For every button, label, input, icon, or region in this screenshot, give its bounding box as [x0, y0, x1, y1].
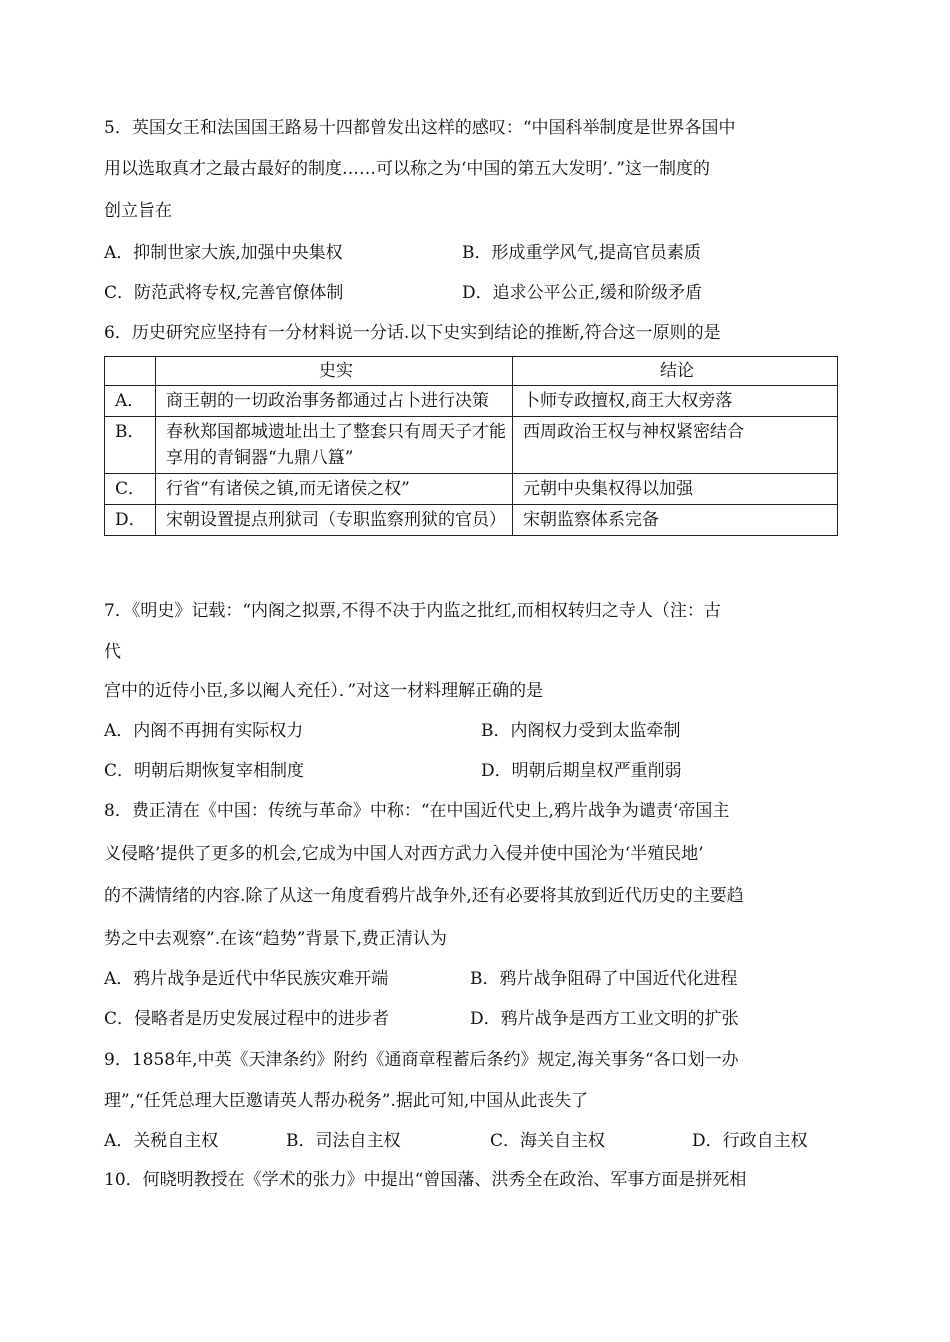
q7-stem-line-2: 代 [104, 642, 121, 662]
row-label: B． [105, 417, 156, 474]
row-conclusion: 宋朝监察体系完备 [513, 505, 838, 536]
q9-option-a: A．关税自主权 [104, 1131, 219, 1151]
q9-stem-line-1: 9．1858年,中英《天津条约》附约《通商章程蓄后条约》规定,海关事务“各口划一办 [104, 1050, 739, 1070]
table-row [105, 505, 838, 536]
q10-stem-line-1: 10．何晓明教授在《学术的张力》中提出“曾国藩、洪秀全在政治、军事方面是拼死相 [104, 1170, 747, 1190]
q7-option-b: B．内阁权力受到太监牵制 [481, 721, 681, 741]
q8-stem-line-3: 的不满情绪的内容.除了从这一角度看鸦片战争外,还有必要将其放到近代历史的主要趋 [104, 886, 744, 906]
q8-option-c: C．侵略者是历史发展过程中的进步者 [104, 1009, 390, 1029]
q9-option-d: D．行政自主权 [692, 1131, 808, 1151]
row-conclusion: 西周政治王权与神权紧密结合 [513, 417, 838, 474]
table-row [105, 417, 838, 474]
q9-option-c: C．海关自主权 [490, 1131, 606, 1151]
q7-option-c: C．明朝后期恢复宰相制度 [104, 761, 305, 781]
q8-stem-line-1: 8．费正清在《中国：传统与革命》中称：“在中国近代史上,鸦片战争为谴责‘帝国主 [104, 801, 730, 821]
q5-option-c: C．防范武将专权,完善官僚体制 [104, 283, 344, 303]
row-conclusion: 卜师专政擅权,商王大权旁落 [513, 386, 838, 417]
table-header-row [105, 357, 838, 386]
row-label: D． [105, 505, 156, 536]
q5-option-d: D．追求公平公正,缓和阶级矛盾 [462, 283, 703, 303]
q5-option-a: A．抑制世家大族,加强中央集权 [104, 243, 343, 263]
q6-stem: 6．历史研究应坚持有一分材料说一分话.以下史实到结论的推断,符合这一原则的是 [104, 323, 721, 343]
table-row [105, 474, 838, 505]
q5-stem-line-3: 创立旨在 [104, 201, 172, 221]
row-fact: 宋朝设置提点刑狱司（专职监察刑狱的官员） [156, 505, 513, 536]
row-conclusion: 元朝中央集权得以加强 [513, 474, 838, 505]
table-row [105, 386, 838, 417]
row-label: C． [105, 474, 156, 505]
q7-stem-line-3: 宫中的近侍小臣,多以阉人充任）．”对这一材料理解正确的是 [104, 681, 544, 701]
table-header-conclusion: 结论 [513, 357, 838, 386]
q8-option-b: B．鸦片战争阻碍了中国近代化进程 [470, 969, 738, 989]
table-header-blank [105, 357, 156, 386]
q5-stem-line-2: 用以选取真才之最古最好的制度……可以称之为‘中国的第五大发明’．”这一制度的 [104, 159, 710, 179]
q9-stem-line-2: 理”,“任凭总理大臣邀请英人帮办税务”.据此可知,中国从此丧失了 [104, 1091, 589, 1111]
table-header-fact: 史实 [156, 357, 513, 386]
q8-stem-line-4: 势之中去观察”.在该“趋势”背景下,费正清认为 [104, 929, 447, 949]
q5-option-b: B．形成重学风气,提高官员素质 [462, 243, 701, 263]
q8-option-d: D．鸦片战争是西方工业文明的扩张 [470, 1009, 739, 1029]
q9-option-b: B．司法自主权 [286, 1131, 401, 1151]
row-fact: 商王朝的一切政治事务都通过占卜进行决策 [156, 386, 513, 417]
row-fact: 行省“有诸侯之镇,而无诸侯之权” [156, 474, 513, 505]
q7-option-d: D．明朝后期皇权严重削弱 [481, 761, 682, 781]
q6-table [104, 356, 838, 536]
q5-stem-line-1: 5．英国女王和法国国王路易十四都曾发出这样的感叹：“中国科举制度是世界各国中 [104, 118, 736, 138]
q8-option-a: A．鸦片战争是近代中华民族灾难开端 [104, 969, 389, 989]
q7-stem-line-1: 7．《明史》记载：“内阁之拟票,不得不决于内监之批红,而相权转归之寺人（注：古 [104, 601, 721, 621]
q8-stem-line-2: 义侵略’提供了更多的机会,它成为中国人对西方武力入侵并使中国沦为‘半殖民地’ [104, 844, 704, 864]
row-label: A． [105, 386, 156, 417]
q7-option-a: A．内阁不再拥有实际权力 [104, 721, 304, 741]
row-fact: 春秋郑国都城遗址出土了整套只有周天子才能享用的青铜器“九鼎八簋” [156, 417, 513, 474]
